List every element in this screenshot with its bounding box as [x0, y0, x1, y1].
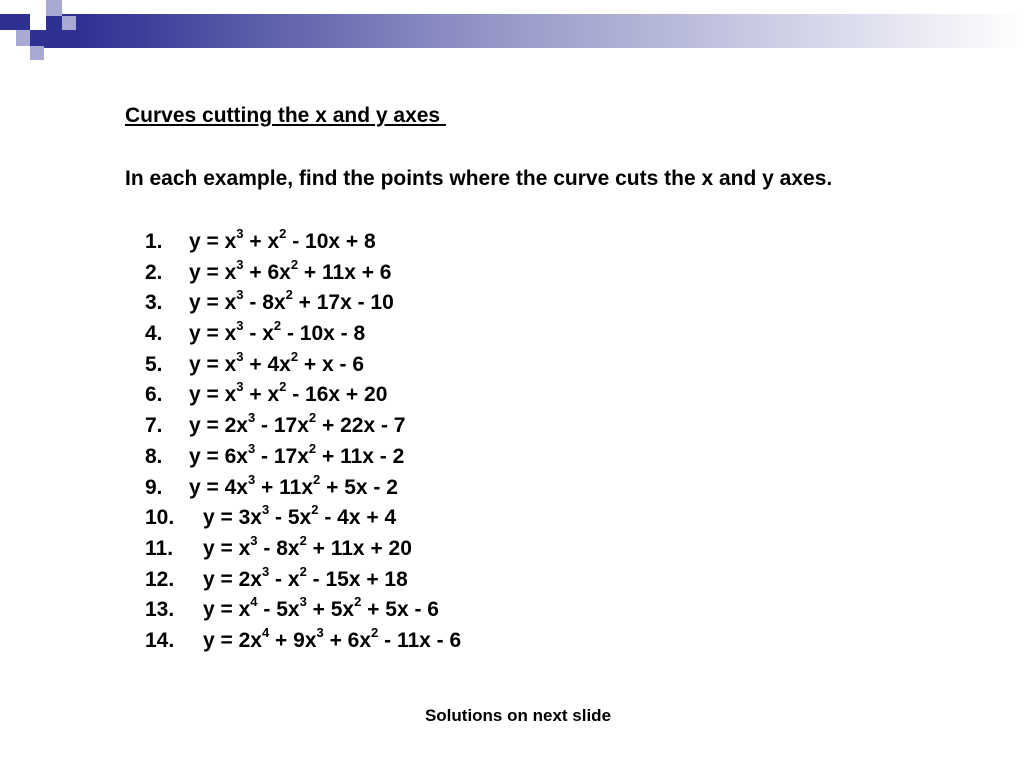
problem-number: 5.	[145, 352, 163, 376]
problem-equation: $y = 2x^3 - x^2 - 15x + 18$	[203, 563, 408, 591]
problem-equation: $y = x^3 - 8x^2 + 11x + 20$	[203, 532, 412, 560]
decor-square	[62, 0, 76, 14]
problem-item	[145, 288, 461, 319]
problem-item	[145, 626, 461, 657]
decor-square	[16, 30, 30, 46]
problem-item	[145, 350, 461, 381]
problem-item	[145, 411, 461, 442]
problem-equation: $y = x^3 + x^2 - 16x + 20$	[189, 379, 388, 407]
problem-equation: $y = 2x^4 + 9x^3 + 6x^2 - 11x - 6$	[203, 624, 462, 652]
decor-square	[30, 14, 46, 30]
problem-number: 13.	[145, 598, 175, 622]
decor-square	[46, 30, 62, 46]
slide-title: Curves cutting the x and y axes	[125, 104, 446, 127]
header-gradient-bar	[0, 14, 1024, 48]
problem-item	[145, 565, 461, 596]
problem-item	[145, 534, 461, 565]
problem-equation: $y = 2x^3 - 17x^2 + 22x - 7$	[189, 410, 406, 438]
problem-number: 9.	[145, 475, 163, 499]
problem-item	[145, 319, 461, 350]
problem-equation: $y = 4x^3 + 11x^2 + 5x - 2$	[189, 471, 398, 499]
problem-number: 2.	[145, 260, 163, 284]
problem-equation: $y = x^4 - 5x^3 + 5x^2 + 5x - 6$	[203, 594, 439, 622]
problem-list	[145, 227, 461, 657]
problem-number: 1.	[145, 230, 163, 253]
decor-square	[30, 46, 44, 60]
problem-equation: $y = x^3 + x^2 - 10x + 8$	[189, 226, 376, 253]
problem-number: 10.	[145, 506, 175, 530]
problem-equation: $y = x^3 - 8x^2 + 17x - 10$	[189, 287, 394, 315]
problem-number: 6.	[145, 383, 163, 407]
problem-item	[145, 503, 461, 534]
decor-square	[46, 0, 62, 16]
problem-number: 14.	[145, 628, 175, 652]
problem-equation: $y = 6x^3 - 17x^2 + 11x - 2$	[189, 440, 405, 468]
problem-number: 12.	[145, 567, 175, 591]
instructions-text: In each example, find the points where the curve cuts the x and y axes.	[125, 167, 833, 190]
problem-equation: $y = x^3 + 4x^2 + x - 6$	[189, 348, 365, 376]
problem-item	[145, 595, 461, 626]
problem-equation: $y = x^3 + 6x^2 + 11x + 6$	[189, 256, 392, 284]
footer-note: Solutions on next slide	[424, 706, 612, 725]
problem-item	[145, 380, 461, 411]
problem-equation: $y = x^3 - x^2 - 10x - 8$	[189, 318, 366, 346]
problem-item	[145, 258, 461, 289]
decor-square	[14, 14, 30, 30]
problem-number: 11.	[145, 536, 174, 560]
problem-item	[145, 473, 461, 504]
problem-number: 4.	[145, 322, 163, 346]
problem-number: 8.	[145, 444, 163, 468]
problem-equation: $y = 3x^3 - 5x^2 - 4x + 4$	[203, 502, 397, 530]
problem-number: 3.	[145, 291, 163, 315]
decor-square	[62, 16, 76, 30]
problem-item	[145, 227, 461, 258]
problem-number: 7.	[145, 414, 163, 438]
problem-item	[145, 442, 461, 473]
